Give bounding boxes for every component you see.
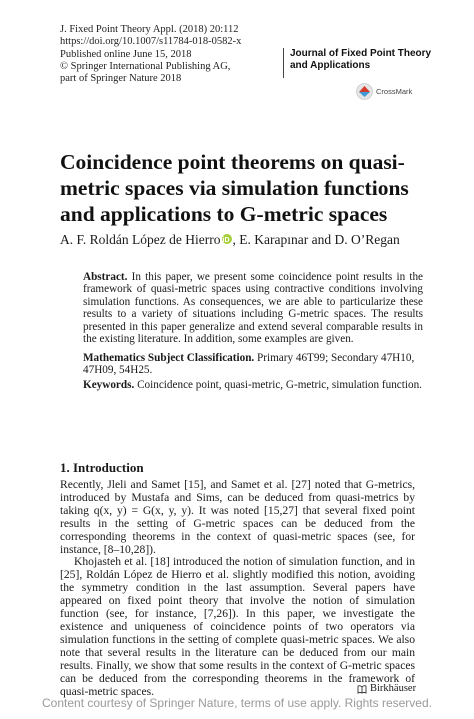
published-date: Published online June 15, 2018	[60, 48, 192, 60]
abstract-text: In this paper, we present some coincidence point results in the framework of quasi-metric spaces using contractive conditions involving simulation functions. As consequences, we are able to particularize these results to a variety of situations including G-metric spaces. The results presented in this paper generalize and extend several comparable results in the existing literature. In addition, some examples are given.	[83, 271, 424, 346]
citation-line: J. Fixed Point Theory Appl. (2018) 20:112	[60, 24, 239, 35]
publisher-name: Birkhäuser	[370, 683, 417, 694]
keywords-label: Keywords.	[83, 379, 135, 391]
msc-text: Primary 46T99; Secondary 47H10, 47H09, 54H25.	[83, 352, 415, 377]
crossmark-label: CrossMark	[376, 86, 413, 96]
abstract	[83, 271, 423, 345]
coauthors: , E. Karapınar and D. O’Regan	[232, 232, 400, 247]
copyright-line: part of Springer Nature 2018	[60, 73, 182, 85]
author-name: A. F. Roldán López de Hierro	[60, 232, 221, 247]
paper-title: Coincidence point theorems on quasi-metric spaces via simulation functions and applications to G-metric spaces	[60, 150, 409, 226]
copyright-line: © Springer International Publishing AG,	[60, 60, 231, 72]
article-metadata	[60, 24, 310, 85]
msc-classification	[83, 352, 433, 377]
paragraph: Khojasteh et al. [18] introduced the notion of simulation function, and in [25], Roldán López de Hierro et al. slightly modified this notion, avoiding the symmetry condition in the last assumption. Several papers have appeared on fixed point theory that involve the notion of simulation function (see, for instance, [7,26]). In this paper, we investigate the existence and uniqueness of coincidence points of two operators via simulation functions in the setting of complete quasi-metric spaces. We also note that several results in the literature can be deduced from our main results. Finally, we show that some results in the context of G-metric spaces can be deduced from the corresponding theorems in the framework of quasi-metric spaces.	[60, 555, 415, 698]
author-list	[60, 232, 460, 248]
publisher-mark	[357, 683, 416, 694]
doi-link[interactable]: https://doi.org/10.1007/s11784-018-0582-x	[60, 36, 242, 48]
birkhauser-logo-icon	[357, 684, 367, 694]
paragraph: Recently, Jleli and Samet [15], and Samet et al. [27] noted that G-metrics, introduced by Mustafa and Sims, can be deduced from quasi-metrics by taking q(x, y) = G(x, y, y). It was noted [15,27] that several fixed point results in the setting of G-metric spaces can be deduced from the corresponding theorems in the context of quasi-metric spaces (see, for instance, [8–10,28]).	[60, 478, 415, 556]
abstract-label: Abstract.	[83, 271, 128, 283]
introduction-body	[60, 479, 415, 698]
orcid-icon[interactable]	[222, 234, 232, 244]
crossmark-icon	[356, 83, 373, 100]
keywords	[83, 379, 423, 391]
courtesy-notice: Content courtesy of Springer Nature, terms of use apply. Rights reserved.	[42, 696, 432, 710]
crossmark-badge[interactable]	[356, 82, 412, 100]
keywords-text: Coincidence point, quasi-metric, G-metric, simulation function.	[137, 379, 422, 391]
section-heading: 1. Introduction	[60, 460, 144, 475]
msc-label: Mathematics Subject Classification.	[83, 352, 255, 364]
journal-name: Journal of Fixed Point Theory and Applications	[283, 48, 440, 78]
